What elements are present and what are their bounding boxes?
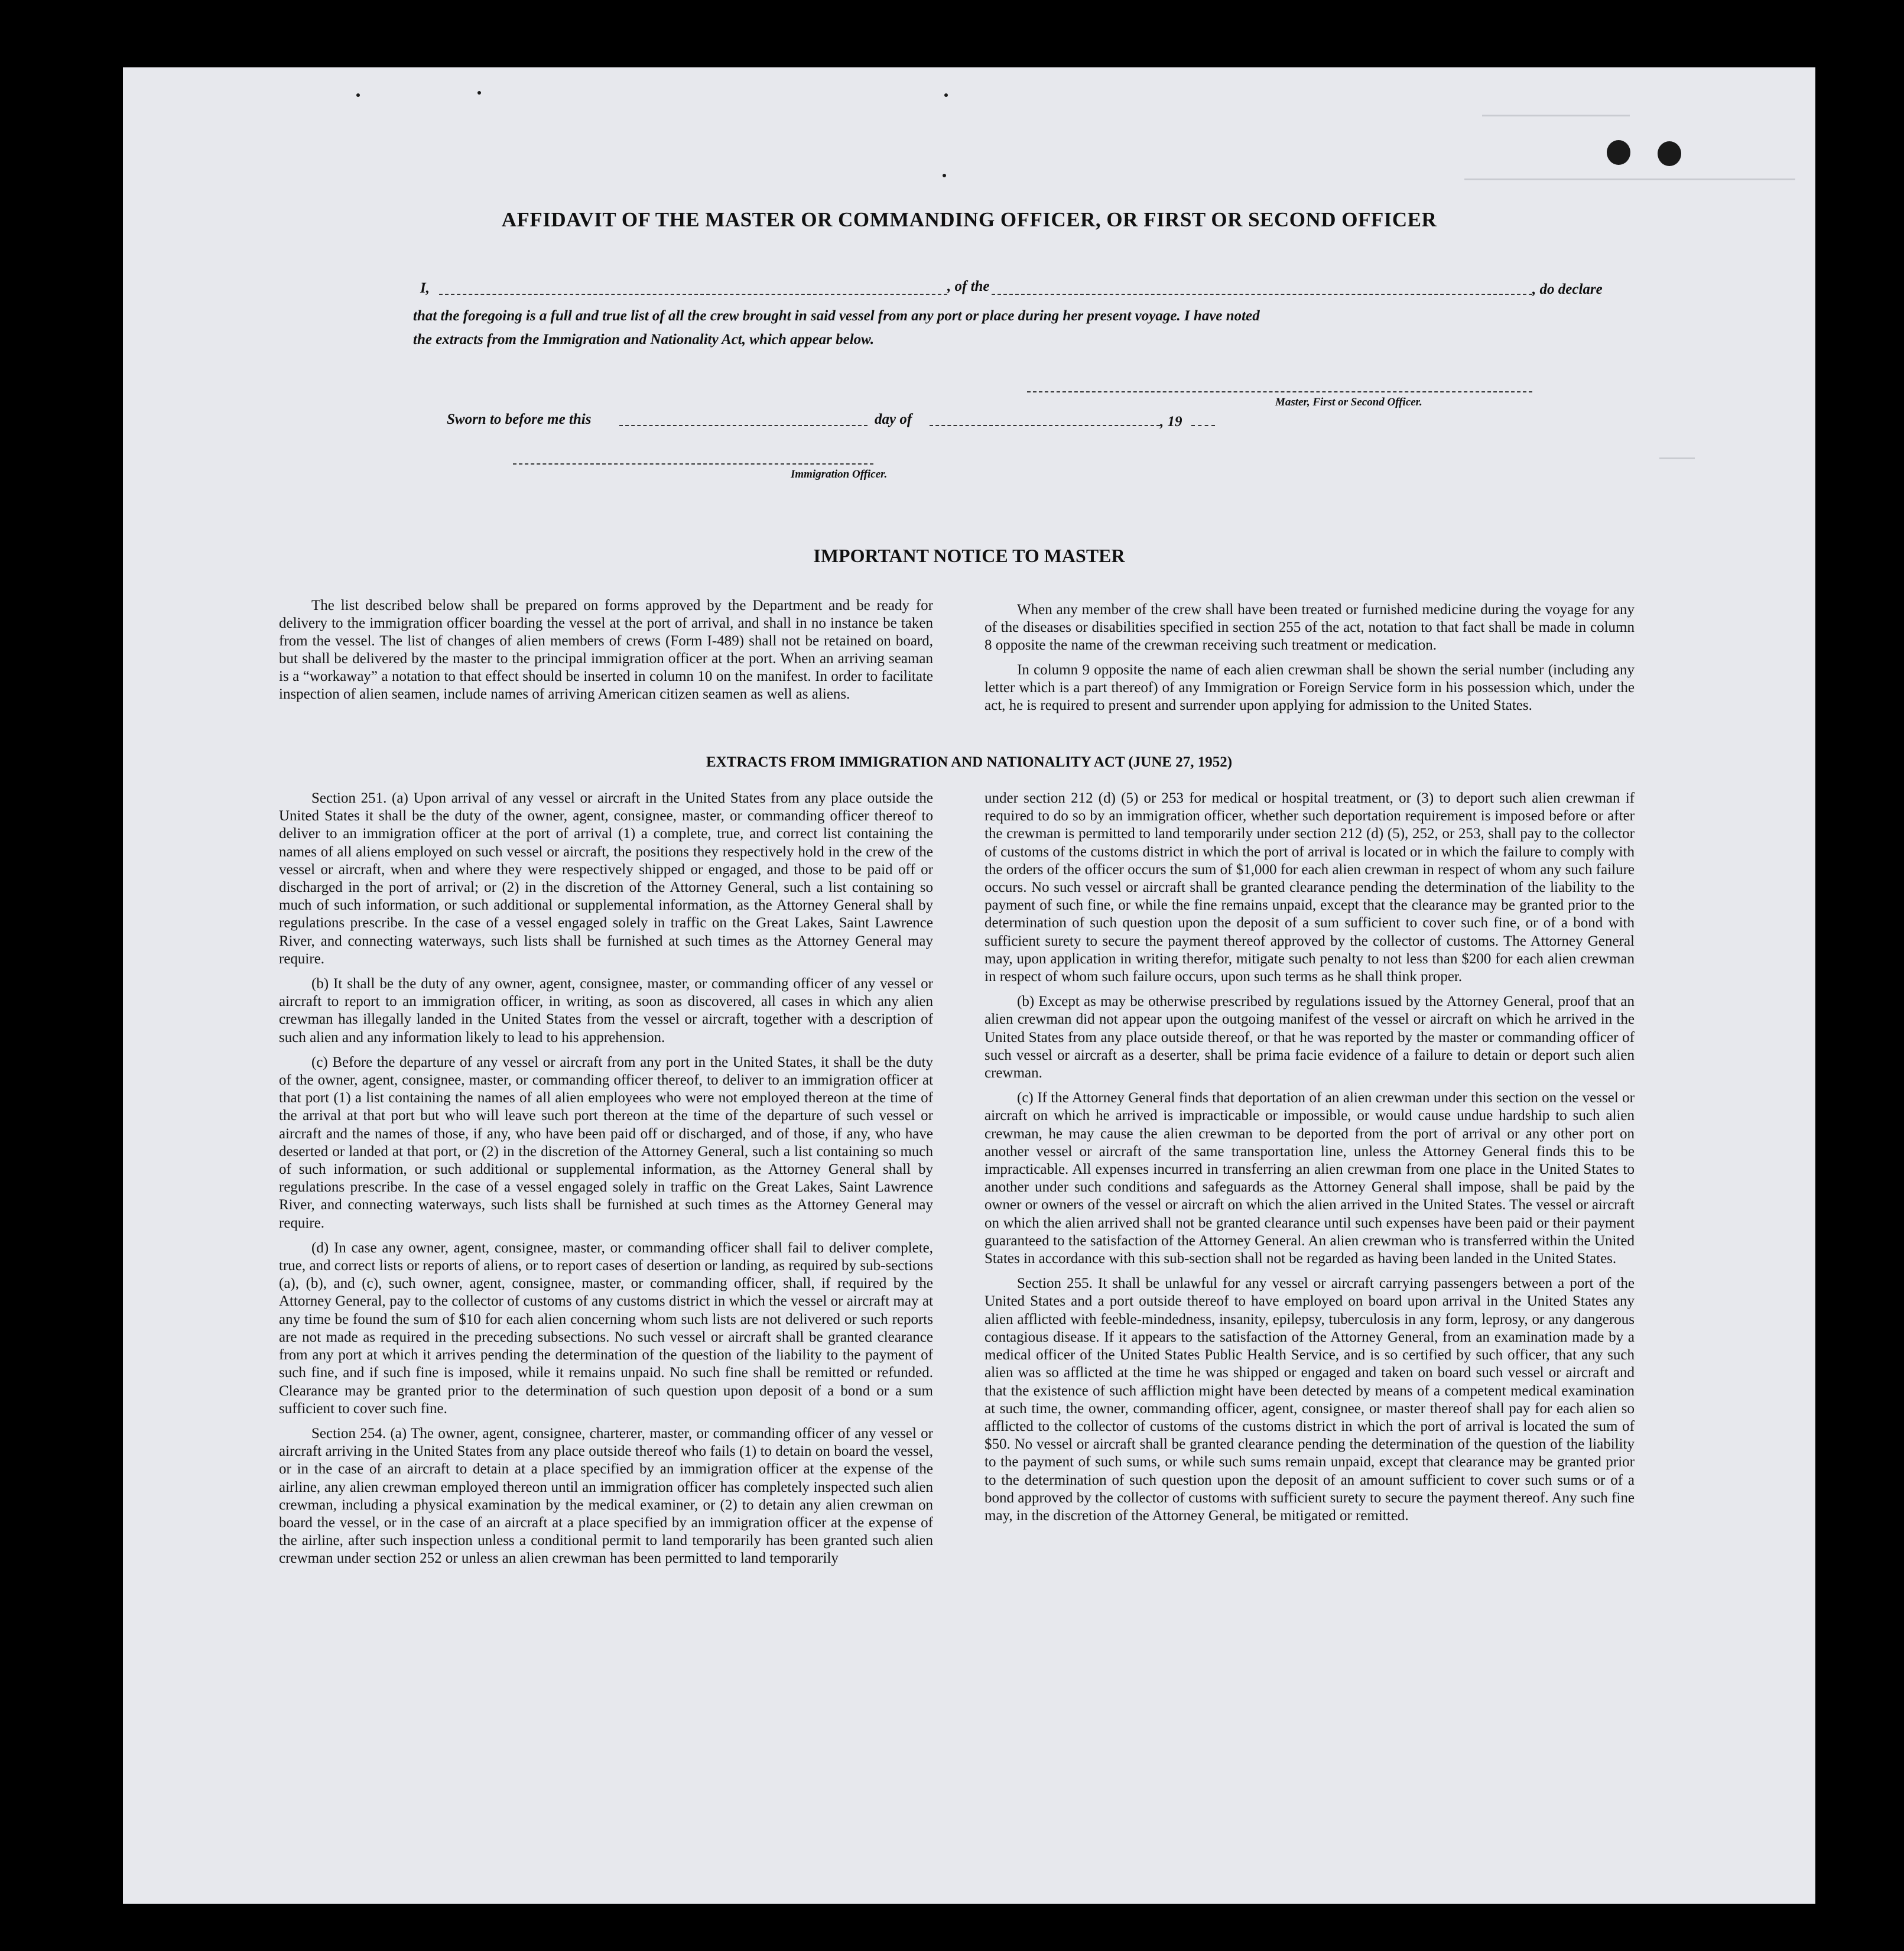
sworn-label: Sworn to before me this: [447, 411, 592, 427]
extracts-right-column: [985, 790, 1635, 1532]
sworn-month-blank[interactable]: [930, 425, 1160, 426]
notice-right-column: [985, 601, 1635, 722]
affidavit-of-the-label: , of the: [947, 278, 990, 294]
scan-speck: [944, 93, 948, 97]
vessel-blank[interactable]: [992, 294, 1532, 295]
affidavit-i-label: I,: [420, 280, 430, 296]
sworn-day-blank[interactable]: [619, 425, 867, 426]
notice-left-column: [279, 597, 933, 711]
bleed-through-mark: [1659, 457, 1695, 459]
notice-paragraph: The list described below shall be prepared on forms approved by the Department and be ready for delivery to the immigration officer boarding the vessel at the port of arrival, and shall in no instance be taken from the vessel. The list of changes of alien members of crews (Form I-489) shall not be retained on board, but shall be delivered by the master to the principal immigration officer at the port. When an arriving seaman is a “workaway” a notation to that effect should be inserted in column 10 on the manifest. In order to facilitate inspection of alien seamen, include names of arriving American citizen seamen as well as aliens.: [279, 598, 933, 703]
sworn-year-blank[interactable]: [1191, 425, 1215, 426]
scan-speck: [943, 174, 946, 177]
scan-speck: [477, 91, 481, 95]
extract-paragraph: (b) Except as may be otherwise prescribed by regulations issued by the Attorney General, proof that an alien crewman did not appear upon the outgoing manifest of the vessel or aircraft on which he arrived in the United States from any place outside thereof, or that he was reported by the master or commanding officer of such vessel or aircraft as a deserter, shall be prima facie evidence of a failure to detain or deport such alien crewman.: [985, 994, 1635, 1082]
notice-title: IMPORTANT NOTICE TO MASTER: [813, 545, 1125, 566]
scan-speck: [356, 93, 360, 97]
immigration-officer-label: Immigration Officer.: [791, 468, 888, 481]
punch-hole-right: [1658, 141, 1681, 166]
master-signature-line[interactable]: [1027, 391, 1532, 392]
year-label: , 19: [1160, 414, 1182, 430]
extract-paragraph: Section 255. It shall be unlawful for any vessel or aircraft carrying passengers between a port of the United States and a port outside thereof to have employed on board upon arrival in the United States any alien afflicted with feeble-mindedness, insanity, epilepsy, tuberculosis in any form, leprosy, or any dangerous contagious disease. If it appears to the satisfaction of the Attorney General, from an examination made by a medical officer of the United States Public Health Service, and is so certified by such officer, that any such alien was so afflicted at the time he was shipped or engaged and taken on board such vessel or aircraft and that the existence of such affliction might have been detected by means of a competent medical examination at such time, the owner, commanding officer, agent, consignee, or master thereof shall pay for each alien so afflicted to the collector of customs of the customs district in which the port of arrival is located the sum of $50. No vessel or aircraft shall be granted clearance pending the determination of the question of the liability to the payment of such sums, or while such sums remain unpaid, except that clearance may be granted prior to the determination of such question upon the deposit of an amount sufficient to cover such sums or of a bond approved by the collector of customs with sufficient surety to secure the payment thereof. Any such fine may, in the discretion of the Attorney General, be mitigated or remitted.: [985, 1275, 1635, 1524]
extract-paragraph: Section 254. (a) The owner, agent, consignee, charterer, master, or commanding officer of any vessel or aircraft arriving in the United States from any place outside thereof who fails (1) to detain on board the vessel, or in the case of an aircraft to detain at a place specified by an immigration officer at the expense of the airline, any alien crewman employed thereon until an immigration officer has completely inspected such alien crewman, including a physical examination by the medical examiner, or (2) to detain any alien crewman on board the vessel, or in the case of an aircraft at a place specified by an immigration officer at the expense of the airline, after such inspection unless a conditional permit to land temporarily has been granted such alien crewman under section 252 or unless an alien crewman has been permitted to land temporarily: [279, 1425, 933, 1567]
document-page: [123, 67, 1815, 1904]
affidavit-do-declare-label: , do declare: [1532, 281, 1603, 297]
affidavit-title: AFFIDAVIT OF THE MASTER OR COMMANDING OFFICER, OR FIRST OR SECOND OFFICER: [501, 208, 1437, 231]
extract-paragraph: (c) Before the departure of any vessel or aircraft from any port in the United States, it shall be the duty of the owner, agent, consignee, master, or commanding officer thereof, to deliver to an immigration officer at that port (1) a list containing the names of all alien employees who were not employed thereon at the time of the arrival at that port but who will leave such port thereon at the time of the departure of such vessel or aircraft and the names of those, if any, who have been paid off or discharged, and of those, if any, who have deserted or landed at that port, or (2) in the discretion of the Attorney General, such a list containing so much of such information, or such additional or supplemental information, as the Attorney General shall by regulations prescribe. In the case of a vessel engaged solely in traffic on the Great Lakes, Saint Lawrence River, and connecting waterways, such lists shall be furnished at such times as the Attorney General may require.: [279, 1054, 933, 1231]
notice-paragraph: In column 9 opposite the name of each alien crewman shall be shown the serial number (including any letter which is a part thereof) of any Immigration or Foreign Service form in his possession which, under the act, he is required to present and surrender upon applying for admission to the United States.: [985, 662, 1635, 714]
extract-paragraph: Section 251. (a) Upon arrival of any vessel or aircraft in the United States from any place outside the United States it shall be the duty of the owner, agent, consignee, master, or commanding officer thereof to deliver to an immigration officer at the port of arrival (1) a complete, true, and correct list containing the names of all aliens employed on such vessel or aircraft, the positions they respectively hold in the crew of the vessel or aircraft, when and where they were respectively shipped or engaged, and those to be paid off or discharged in the port of arrival; or (2) in the discretion of the Attorney General, such a list containing so much of such information, or such additional or supplemental information, as the Attorney General shall by regulations prescribe. In the case of a vessel engaged solely in traffic on the Great Lakes, Saint Lawrence River, and connecting waterways, such lists shall be furnished at such times as the Attorney General may require.: [279, 790, 933, 967]
extract-paragraph: (b) It shall be the duty of any owner, agent, consignee, master, or commanding officer of any vessel or aircraft to report to an immigration officer, in writing, as soon as discovered, all cases in which any alien crewman has illegally landed in the United States from the vessel or aircraft, together with a description of such alien and any information likely to lead to his apprehension.: [279, 976, 933, 1046]
extract-paragraph: (d) In case any owner, agent, consignee, master, or commanding officer shall fail to deliver complete, true, and correct lists or reports of aliens, or to report cases of desertion or landing, as required by sub-sections (a), (b), and (c), such owner, agent, consignee, master, or commanding officer, shall, if required by the Attorney General, pay to the collector of customs of any customs district in which the vessel or aircraft may at any time be found the sum of $10 for each alien concerning whom such lists are not delivered or such reports are not made as required in the preceding subsections. No such vessel or aircraft shall be granted clearance from any port at which it arrives pending the determination of the question of the liability to the payment of such fine, and if such fine is imposed, while it remains unpaid. No such fine shall be remitted or refunded. Clearance may be granted prior to the determination of such question upon deposit of a bond or a sum sufficient to cover such fine.: [279, 1239, 933, 1417]
name-blank[interactable]: [439, 294, 947, 295]
affidavit-statement-line-2: that the foregoing is a full and true list of all the crew brought in said vessel from any port or place during her present voyage. I have noted: [413, 308, 1260, 324]
extracts-left-column: [279, 790, 933, 1575]
extracts-title: EXTRACTS FROM IMMIGRATION AND NATIONALITY ACT (JUNE 27, 1952): [706, 754, 1233, 770]
punch-hole-left: [1607, 140, 1630, 165]
notice-paragraph: When any member of the crew shall have been treated or furnished medicine during the voyage for any of the diseases or disabilities specified in section 255 of the act, notation to that fact shall be made in column 8 opposite the name of the crewman receiving such treatment or medication.: [985, 602, 1635, 654]
extract-paragraph: (c) If the Attorney General finds that deportation of an alien crewman under this section on the vessel or aircraft on which he arrived is impracticable or impossible, or would cause undue hardship to such alien crewman, he may cause the alien crewman to be deported from the port of arrival or any other port on another vessel or aircraft of the same transportation line, unless the Attorney General finds this to be impracticable. All expenses incurred in transferring an alien crewman from one place in the United States to another under such conditions and safeguards as the Attorney General shall impose, shall be paid by the owner or owners of the vessel or aircraft on which the alien arrived in the United States. The vessel or aircraft on which the alien arrived shall not be granted clearance until such expenses have been paid or their payment guaranteed to the satisfaction of the Attorney General. An alien crewman who is transferred within the United States in accordance with this sub-section shall not be regarded as having been landed in the United States.: [985, 1090, 1635, 1267]
master-signature-label: Master, First or Second Officer.: [1275, 396, 1422, 408]
extract-paragraph: under section 212 (d) (5) or 253 for medical or hospital treatment, or (3) to deport such alien crewman if required to do so by an immigration officer, whether such deportation requirement is imposed before or after the crewman is permitted to land temporarily under section 212 (d) (5), 252, or 253, shall pay to the collector of customs of the customs district in which the port of arrival is located or in which the failure to comply with the orders of the officer occurs the sum of $1,000 for each alien crewman in respect of whom any such failure occurs. No such vessel or aircraft shall be granted clearance pending the determination of the liability to the payment of such fine, or while the fine remains unpaid, except that the clearance may be granted prior to the determination of such question upon the deposit of a sum sufficient to cover such fine, or of a bond with sufficient surety to secure the payment thereof approved by the collector of customs. The Attorney General may, upon application in writing therefor, mitigate such penalty to not less than $200 for each alien crewman in respect of whom such failure occurs, upon such terms as he shall think proper.: [985, 790, 1635, 985]
bleed-through-mark: [1464, 178, 1795, 180]
affidavit-statement-line-3: the extracts from the Immigration and Nationality Act, which appear below.: [413, 332, 875, 348]
day-of-label: day of: [875, 411, 912, 427]
bleed-through-mark: [1482, 115, 1630, 116]
immigration-officer-signature-line[interactable]: [513, 463, 873, 465]
